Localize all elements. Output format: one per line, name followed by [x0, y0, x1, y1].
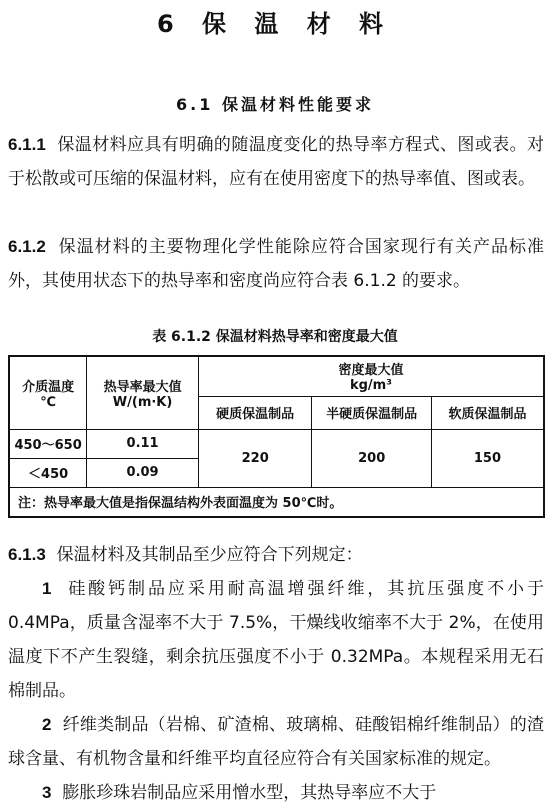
- cell-density-soft: 150: [431, 429, 544, 487]
- header-density: [198, 356, 544, 396]
- chapter-title: 6 保 温 材 料: [156, 10, 394, 38]
- subheader-semi-hard: 半硬质保温制品: [312, 396, 431, 429]
- cell-density-hard: 220: [198, 429, 312, 487]
- header-medium-temp: [9, 356, 87, 429]
- clause-number: 6.1.1: [8, 135, 46, 154]
- cell-conductivity: 0.11: [87, 429, 199, 458]
- list-item: [8, 776, 544, 810]
- item-number: 3: [42, 783, 52, 802]
- subheader-hard: 硬质保温制品: [198, 396, 312, 429]
- clause-number: 6.1.2: [8, 237, 46, 256]
- cell-conductivity: 0.09: [87, 458, 199, 487]
- item-text: 硅酸钙制品应采用耐高温增强纤维，其抗压强度不小于 0.4MPa，质量含湿率不大于 7.5%，干燥线收缩率不大于 2%，在使用温度下不产生裂缝，剩余抗压强度不小于 0.32MPa。本规程采用无石棉制品。: [8, 579, 545, 701]
- item-text: 纤维类制品（岩棉、矿渣棉、玻璃棉、硅酸铝棉纤维制品）的渣球含量、有机物含量和纤维平均直径应符合有关国家标准的规定。: [8, 715, 544, 769]
- cell-temp: 450～650: [9, 429, 87, 458]
- header-text: 介质温度: [22, 379, 75, 395]
- cell-temp: ＜450: [9, 458, 87, 487]
- clause-6-1-2: [8, 230, 544, 298]
- table-note: 注：热导率最大值是指保温结构外表面温度为 50℃时。: [9, 487, 544, 517]
- item-text: 膨胀珍珠岩制品应采用憎水型，其热导率应不大于: [62, 783, 437, 803]
- clause-6-1-3: [8, 538, 544, 572]
- list-item: [8, 572, 544, 708]
- table-note-row: [9, 487, 544, 517]
- section-title: 6.1 保温材料性能要求: [176, 95, 374, 114]
- header-text: 密度最大值: [338, 363, 404, 379]
- property-table: [8, 355, 545, 518]
- header-unit: ℃: [40, 394, 56, 410]
- header-unit: W/(m·K): [112, 394, 173, 410]
- clause-number: 6.1.3: [8, 545, 46, 564]
- clause-6-1-1: [8, 128, 544, 196]
- item-number: 2: [42, 715, 52, 734]
- header-conductivity: [87, 356, 199, 429]
- clause-text: 保温材料应具有明确的随温度变化的热导率方程式、图或表。对于松散或可压缩的保温材料，应有在使用密度下的热导率值、图或表。: [8, 135, 544, 189]
- item-number: 1: [42, 579, 52, 598]
- table-caption: 表 6.1.2 保温材料热导率和密度最大值: [152, 329, 398, 345]
- header-text: 热导率最大值: [103, 379, 182, 395]
- clause-text: 保温材料及其制品至少应符合下列规定：: [56, 545, 363, 565]
- table-row: [9, 429, 544, 458]
- table-header-row: [9, 356, 544, 396]
- cell-density-semi: 200: [312, 429, 431, 487]
- subheader-soft: 软质保温制品: [431, 396, 544, 429]
- header-unit: kg/m³: [349, 378, 392, 394]
- clause-text: 保温材料的主要物理化学性能除应符合国家现行有关产品标准外，其使用状态下的热导率和密度尚应符合表 6.1.2 的要求。: [8, 237, 545, 291]
- list-item: [8, 708, 544, 776]
